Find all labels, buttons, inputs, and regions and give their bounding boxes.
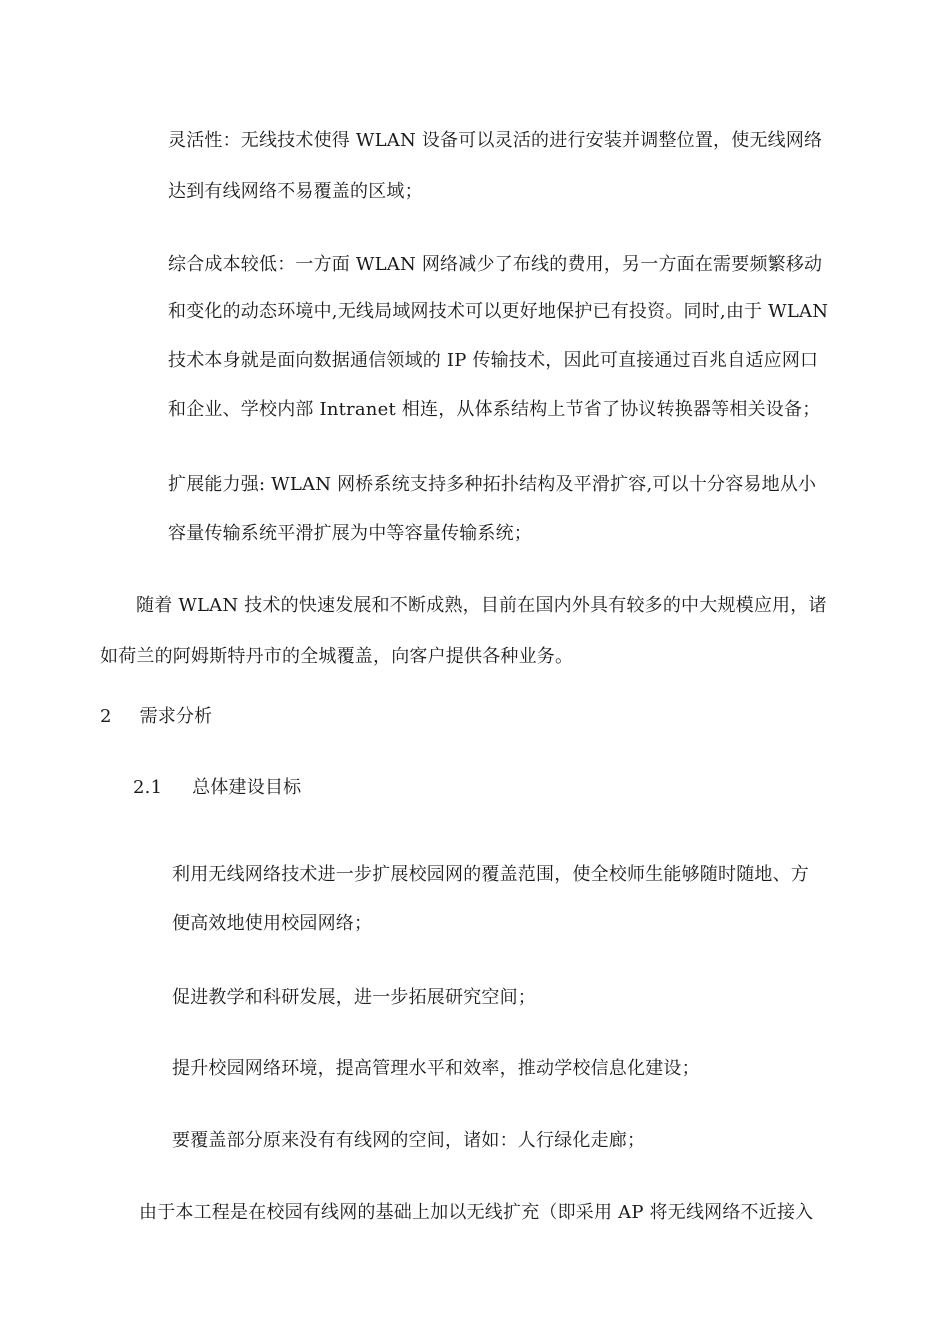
goal-1-line-2: 便高效地使用校园网络； [172,913,373,934]
cost-line-1: 综合成本较低：一方面 WLAN 网络减少了布线的费用，另一方面在需要频繁移动 [168,254,823,275]
section-2-1-heading [133,776,301,800]
goal-3: 提升校园网络环境，提高管理水平和效率，推动学校信息化建设； [172,1058,700,1079]
final-line-1: 由于本工程是在校园有线网的基础上加以无线扩充（即采用 AP 将无线网络不近接入 [139,1202,814,1223]
section-number: 2 [100,706,112,727]
flexibility-line-1: 灵活性：无线技术使得 WLAN 设备可以灵活的进行安装并调整位置，使无线网络 [168,130,823,151]
cost-line-2: 和变化的动态环境中,无线局域网技术可以更好地保护已有投资。同时,由于 WLAN [168,301,829,322]
section-title: 总体建设目标 [192,777,302,798]
flexibility-line-2: 达到有线网络不易覆盖的区域； [168,181,423,202]
goal-4: 要覆盖部分原来没有有线网的空间，诸如：人行绿化走廊； [172,1130,646,1151]
cost-line-3: 技术本身就是面向数据通信领域的 IP 传输技术，因此可直接通过百兆自适应网口 [168,350,819,371]
section-title: 需求分析 [139,706,213,727]
development-line-2: 如荷兰的阿姆斯特丹市的全城覆盖，向客户提供各种业务。 [100,646,574,667]
section-number: 2.1 [133,777,163,798]
development-line-1: 随着 WLAN 技术的快速发展和不断成熟，目前在国内外具有较多的中大规模应用，诸 [136,595,827,616]
goal-2: 促进教学和科研发展，进一步拓展研究空间； [172,987,536,1008]
scalability-line-1: 扩展能力强: WLAN 网桥系统支持多种拓扑结构及平滑扩容,可以十分容易地从小 [168,474,817,495]
section-2-heading [100,705,212,729]
goal-1-line-1: 利用无线网络技术进一步扩展校园网的覆盖范围，使全校师生能够随时随地、方 [172,864,809,885]
cost-line-4: 和企业、学校内部 Intranet 相连，从体系结构上节省了协议转换器等相关设备； [168,399,821,420]
scalability-line-2: 容量传输系统平滑扩展为中等容量传输系统； [168,523,532,544]
